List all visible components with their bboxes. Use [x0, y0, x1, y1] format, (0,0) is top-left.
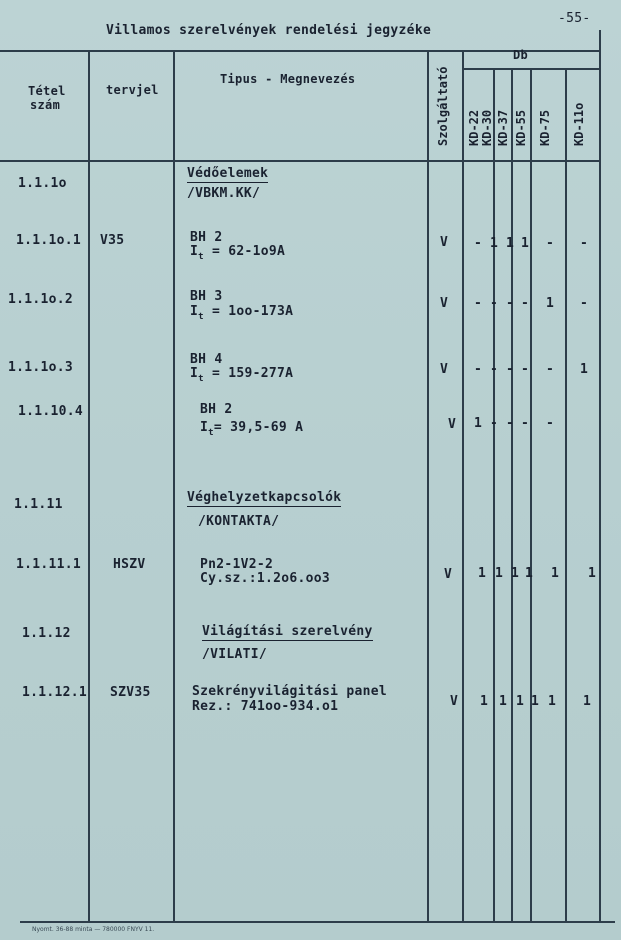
item-qty: -: [506, 296, 515, 311]
item-qty: -: [580, 296, 589, 311]
item-qty: 1: [531, 694, 540, 709]
current-value: = 39,5-69 A: [213, 420, 304, 435]
rule-header-bottom: [0, 160, 600, 162]
item-szolg: V: [440, 296, 449, 311]
item-subname: /KONTAKTA/: [198, 514, 280, 529]
item-qty: 1: [490, 236, 499, 251]
item-current: $I_t = 62-1o9A$: [190, 244, 286, 262]
item-qty: 1: [521, 236, 530, 251]
item-type: BH 4: [190, 352, 223, 367]
item-code: Cy.sz.:1.2o6.oo3: [200, 571, 331, 586]
item-szolg: V: [440, 235, 449, 250]
item-name: Véghelyzetkapcsolók: [187, 490, 342, 505]
current-subscript: t: [198, 252, 204, 262]
header-kd22: KD-22: [467, 109, 481, 146]
item-number: 1.1.10.4: [18, 404, 84, 419]
header-tetel: Tétel: [28, 84, 66, 98]
item-number: 1.1.12.1: [22, 685, 88, 700]
rule-col-4: [462, 50, 464, 922]
header-kd110: KD-11o: [572, 102, 586, 146]
item-qty: -: [521, 296, 530, 311]
header-kd37: KD-37: [496, 109, 510, 146]
rule-col-5: [493, 68, 495, 922]
item-number: 1.1.11: [14, 497, 63, 512]
rule-col-2: [173, 50, 175, 922]
item-qty: -: [490, 296, 499, 311]
item-qty: -: [490, 362, 499, 377]
item-qty: 1: [525, 566, 534, 581]
item-type: Szekrényvilágitási panel: [192, 684, 388, 699]
current-value: = 62-1o9A: [212, 244, 286, 259]
item-qty: -: [506, 416, 515, 431]
current-subscript: t: [198, 312, 204, 322]
header-szam: szám: [30, 98, 61, 112]
item-qty: 1: [506, 236, 515, 251]
item-type: BH 3: [190, 289, 223, 304]
item-name: Védőelemek: [187, 166, 269, 181]
item-number: 1.1.1o.2: [8, 292, 74, 307]
item-tervjel: V35: [100, 233, 125, 248]
print-footer: Nyomt. 36-88 minta — 780000 FNYV 11.: [32, 926, 155, 933]
item-type: BH 2: [200, 402, 233, 417]
item-qty: -: [546, 362, 555, 377]
rule-col-7: [530, 68, 532, 922]
rule-col-6: [511, 68, 513, 922]
item-type: BH 2: [190, 230, 223, 245]
item-qty: 1: [580, 362, 589, 377]
item-szolg: V: [440, 362, 449, 377]
item-qty: -: [521, 416, 530, 431]
item-type: Pn2-1V2-2: [200, 557, 274, 572]
header-tipus: Tipus - Megnevezés: [220, 72, 356, 86]
item-qty: 1: [551, 566, 560, 581]
item-qty: 1: [480, 694, 489, 709]
item-qty: -: [546, 416, 555, 431]
rule-col-9: [599, 30, 601, 922]
current-subscript: t: [198, 374, 204, 384]
item-tervjel: SZV35: [110, 685, 151, 700]
item-qty: -: [474, 362, 483, 377]
item-qty: 1: [583, 694, 592, 709]
item-szolg: V: [444, 567, 453, 582]
item-qty: 1: [499, 694, 508, 709]
rule-col-3: [427, 50, 429, 922]
item-qty: 1: [548, 694, 557, 709]
item-qty: -: [506, 362, 515, 377]
header-tervjel: tervjel: [106, 83, 159, 97]
item-qty: 1: [495, 566, 504, 581]
item-qty: -: [490, 416, 499, 431]
item-qty: 1: [516, 694, 525, 709]
item-qty: -: [474, 236, 483, 251]
item-subname: /VILATI/: [202, 647, 268, 662]
item-qty: 1: [511, 566, 520, 581]
item-qty: -: [474, 296, 483, 311]
current-value: = 1oo-173A: [212, 304, 294, 319]
item-qty: -: [580, 236, 589, 251]
item-current: $I_t = 1oo-173A$: [190, 304, 294, 322]
item-qty: 1: [588, 566, 597, 581]
item-number: 1.1.11.1: [16, 557, 82, 572]
item-qty: 1: [546, 296, 555, 311]
rule-col-8: [565, 68, 567, 922]
rule-title-bottom: [0, 50, 600, 52]
item-number: 1.1.1o.1: [16, 233, 82, 248]
item-code: Rez.: 741oo-934.o1: [192, 699, 339, 714]
item-number: 1.1.1o.3: [8, 360, 74, 375]
item-qty: -: [521, 362, 530, 377]
item-szolg: V: [450, 694, 459, 709]
page-number: -55-: [558, 11, 591, 26]
rule-page-bottom: [20, 921, 615, 923]
item-tervjel: HSZV: [113, 557, 146, 572]
item-number: 1.1.1o: [18, 176, 67, 191]
item-szolg: V: [448, 417, 457, 432]
item-qty: 1: [474, 416, 483, 431]
rule-col-1: [88, 50, 90, 922]
item-current: $I_t= 39,5-69$ A: [200, 420, 304, 438]
item-subname: /VBKM.KK/: [187, 186, 261, 201]
current-value: = 159-277A: [212, 366, 294, 381]
document-title: Villamos szerelvények rendelési jegyzéke: [106, 23, 432, 38]
header-kd30: KD-30: [480, 109, 494, 146]
current-subscript: t: [208, 428, 214, 438]
item-name: Világítási szerelvény: [202, 624, 373, 639]
header-szolgaltato: Szolgáltató: [436, 66, 450, 146]
header-kd55: KD-55: [514, 109, 528, 146]
item-number: 1.1.12: [22, 626, 71, 641]
item-current: $I_t = 159-277A$: [190, 366, 294, 384]
header-db: Db: [513, 48, 529, 62]
item-qty: 1: [478, 566, 487, 581]
item-qty: -: [546, 236, 555, 251]
header-kd75: KD-75: [538, 109, 552, 146]
